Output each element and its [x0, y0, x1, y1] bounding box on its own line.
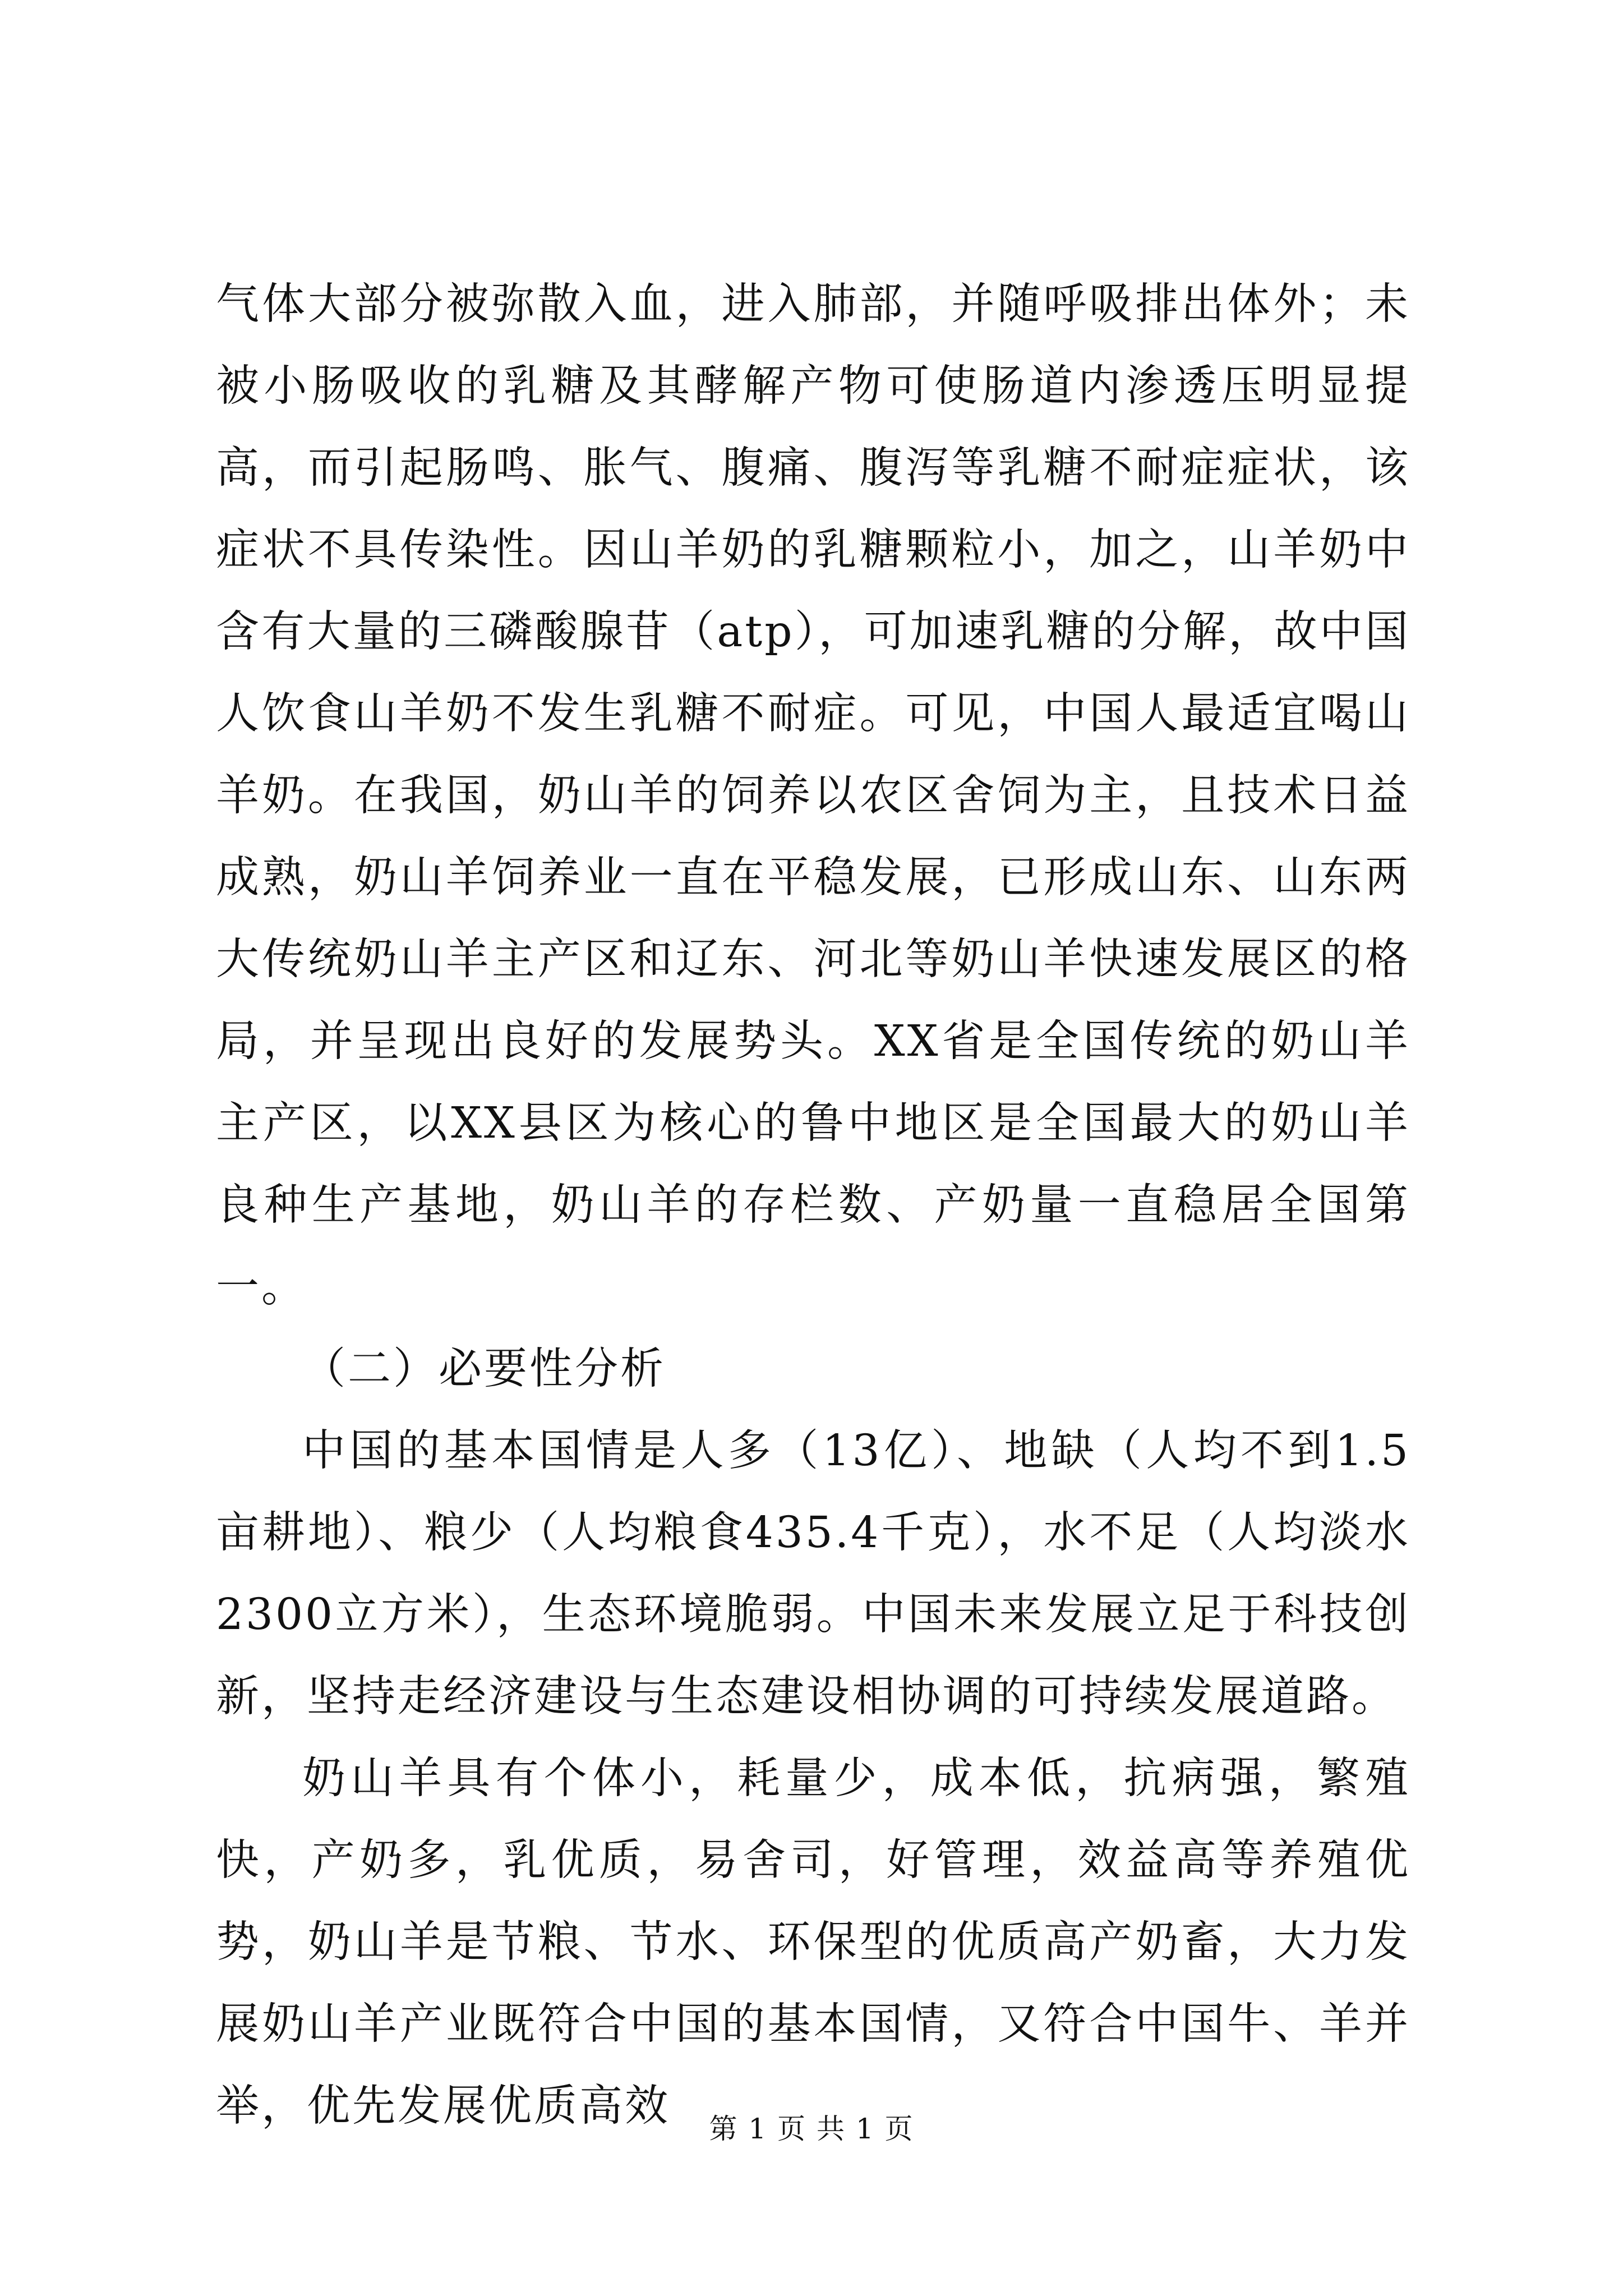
section-heading-necessity-analysis: （二）必要性分析 [302, 1344, 666, 1394]
paragraph-lactose-intolerance: 气体大部分被弥散入血，进入肺部，并随呼吸排出体外；未被小肠吸收的乳糖及其酵解产物可使肠道内渗透压明显提高，而引起肠鸣、胀气、腹痛、腹泻等乳糖不耐症症状，该症状不具传染性。因山羊奶的乳糖颗粒小，加之，山羊奶中含有大量的三磷酸腺苷（atp），可加速乳糖的分解，故中国人饮食山羊奶不发生乳糖不耐症。可见，中国人最适宜喝山羊奶。在我国，奶山羊的饲养以农区舍饲为主，且技术日益成熟，奶山羊饲养业一直在平稳发展，已形成山东、山东两大传统奶山羊主产区和辽东、河北等奶山羊快速发展区的格局，并呈现出良好的发展势头。XX省是全国传统的奶山羊主产区，以XX县区为核心的鲁中地区是全国最大的奶山羊良种生产基地，奶山羊的存栏数、产奶量一直稳居全国第一。 [216, 279, 1410, 1312]
page-number-footer: 第 1 页 共 1 页 [709, 2113, 914, 2145]
paragraph-dairy-goat-advantages: 奶山羊具有个体小，耗量少，成本低，抗病强，繁殖快，产奶多，乳优质，易舍司，好管理，效益高等养殖优势，奶山羊是节粮、节水、环保型的优质高产奶畜，大力发展奶山羊产业既符合中国的基本国情，又符合中国牛、羊并举，优先发展优质高效 [216, 1754, 1410, 2131]
document-body [216, 264, 1410, 2147]
paragraph-national-conditions: 中国的基本国情是人多（13亿）、地缺（人均不到1.5亩耕地）、粮少（人均粮食435.4千克），水不足（人均淡水2300立方米），生态环境脆弱。中国未来发展立足于科技创新，坚持走经济建设与生态建设相协调的可持续发展道路。 [216, 1426, 1410, 1722]
